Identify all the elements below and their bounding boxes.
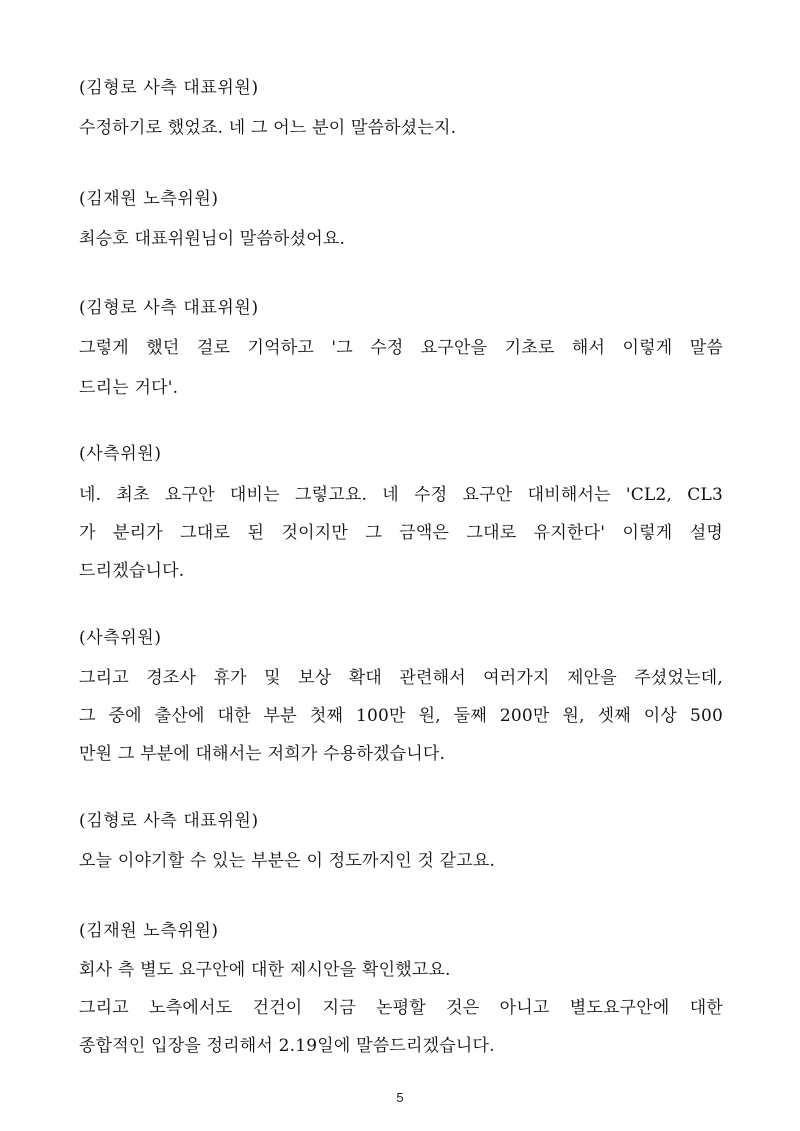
speech-line: 그렇게 했던 걸로 기억하고 '그 수정 요구안을 기초로 해서 이렇게 말씀 (79, 338, 723, 358)
speech-line: 그리고 노측에서도 건건이 지금 논평할 것은 아니고 별도요구안에 대한 (79, 998, 723, 1018)
speaker-label: (김형로 사측 대표위원) (79, 78, 259, 98)
speech-line: 종합적인 입장을 정리해서 2.19일에 말씀드리겠습니다. (79, 1036, 495, 1056)
speech-line: 그 중에 출산에 대한 부분 첫째 100만 원, 둘째 200만 원, 셋째 이상 500 (79, 706, 723, 726)
page-number: 5 (396, 1090, 404, 1105)
speech-line: 최승호 대표위원님이 말씀하셨어요. (79, 229, 346, 249)
speech-line: 수정하기로 했었죠. 네 그 어느 분이 말씀하셨는지. (79, 118, 457, 138)
speaker-label: (김형로 사측 대표위원) (79, 811, 259, 831)
speaker-label: (김재원 노측위원) (79, 921, 219, 941)
speech-line: 가 분리가 그대로 된 것이지만 그 금액은 그대로 유지한다' 이렇게 설명 (79, 523, 723, 543)
speech-line: 드리겠습니다. (79, 561, 185, 581)
speech-line: 만원 그 부분에 대해서는 저희가 수용하겠습니다. (79, 744, 446, 764)
speech-line: 드리는 거다'. (79, 378, 179, 398)
speech-line: 오늘 이야기할 수 있는 부분은 이 정도까지인 것 같고요. (79, 851, 496, 871)
speech-line: 회사 측 별도 요구안에 대한 제시안을 확인했고요. (79, 960, 451, 980)
speaker-label: (김형로 사측 대표위원) (79, 298, 259, 318)
speaker-label: (김재원 노측위원) (79, 189, 219, 209)
speaker-label: (사측위원) (79, 444, 162, 464)
speaker-label: (사측위원) (79, 628, 162, 648)
speech-line: 그리고 경조사 휴가 및 보상 확대 관련해서 여러가지 제안을 주셨었는데, (79, 668, 723, 688)
speech-line: 네. 최초 요구안 대비는 그렇고요. 네 수정 요구안 대비해서는 'CL2, CL3 (79, 485, 723, 505)
